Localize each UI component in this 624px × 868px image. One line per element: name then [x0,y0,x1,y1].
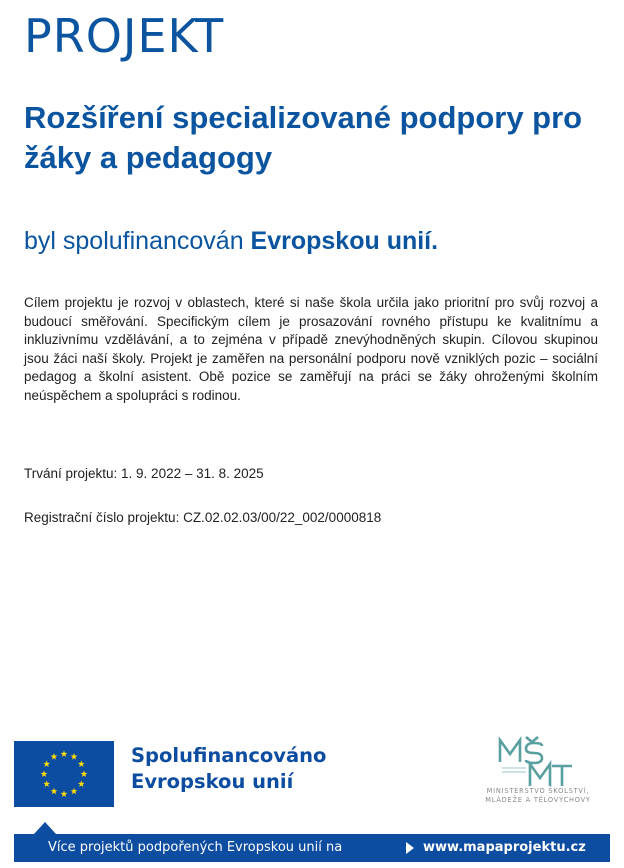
arrow-right-icon [406,842,414,854]
project-title: Rozšíření specializované podpory pro žáky a pedagogy [24,100,583,175]
msmt-caption-line1: MINISTERSTVO ŠKOLSTVÍ, [486,787,590,795]
msmt-caption [468,787,608,805]
footer-text: Více projektů podpořených Evropskou unií na [48,840,343,855]
eu-flag-stars [14,741,114,807]
funding-emphasis: Evropskou unií. [250,227,439,255]
eu-star-icon [43,780,50,787]
eu-star-icon [51,788,58,795]
eu-star-icon [78,780,85,787]
eu-text-line2: Evropskou unií [131,770,294,793]
eu-star-icon [41,770,48,777]
project-description: Cílem projektu je rozvoj v oblastech, které si naše škola určila jako prioritní pro svůj rozvoj a budoucí směřování. Specifickým cílem je prosazování rovného přístupu ke kvalitnímu a inkluzivnímu vzdělávání, a to zejména v případě znevýhodněných skupin. Cílovou skupinou jsou žáci naší školy. Projekt je zaměřen na personální podporu nově vzniklých pozic – sociální pedagog a školní asistent. Obě pozice se zaměřují na práci se žáky ohroženými školním neúspěchem a spolupráci s rodinou. [24,295,598,403]
eu-star-icon [81,770,88,777]
eu-star-icon [43,760,50,767]
eu-flag-icon [14,741,114,807]
eu-star-icon [71,753,78,760]
msmt-logo-icon [496,734,576,790]
eu-star-icon [51,753,58,760]
project-duration: Trvání projektu: 1. 9. 2022 – 31. 8. 2025 [24,466,264,481]
funding-statement [24,225,438,257]
footer-notch [34,822,56,834]
eu-star-icon [61,790,68,797]
funding-prefix: byl spolufinancován [24,227,244,255]
eu-cofinanced-text [131,743,326,795]
eu-star-icon [78,760,85,767]
footer-bar [14,834,610,862]
registration-number: Registrační číslo projektu: CZ.02.02.03/00/22_002/0000818 [24,510,382,525]
eu-star-icon [71,788,78,795]
eu-star-icon [61,750,68,757]
project-label: PROJEKT [24,9,225,63]
mapaprojektu-link[interactable]: www.mapaprojektu.cz [423,840,586,855]
eu-text-line1: Spolufinancováno [131,744,327,767]
msmt-caption-line2: MLÁDEŽE A TĚLOVÝCHOVY [485,796,591,804]
